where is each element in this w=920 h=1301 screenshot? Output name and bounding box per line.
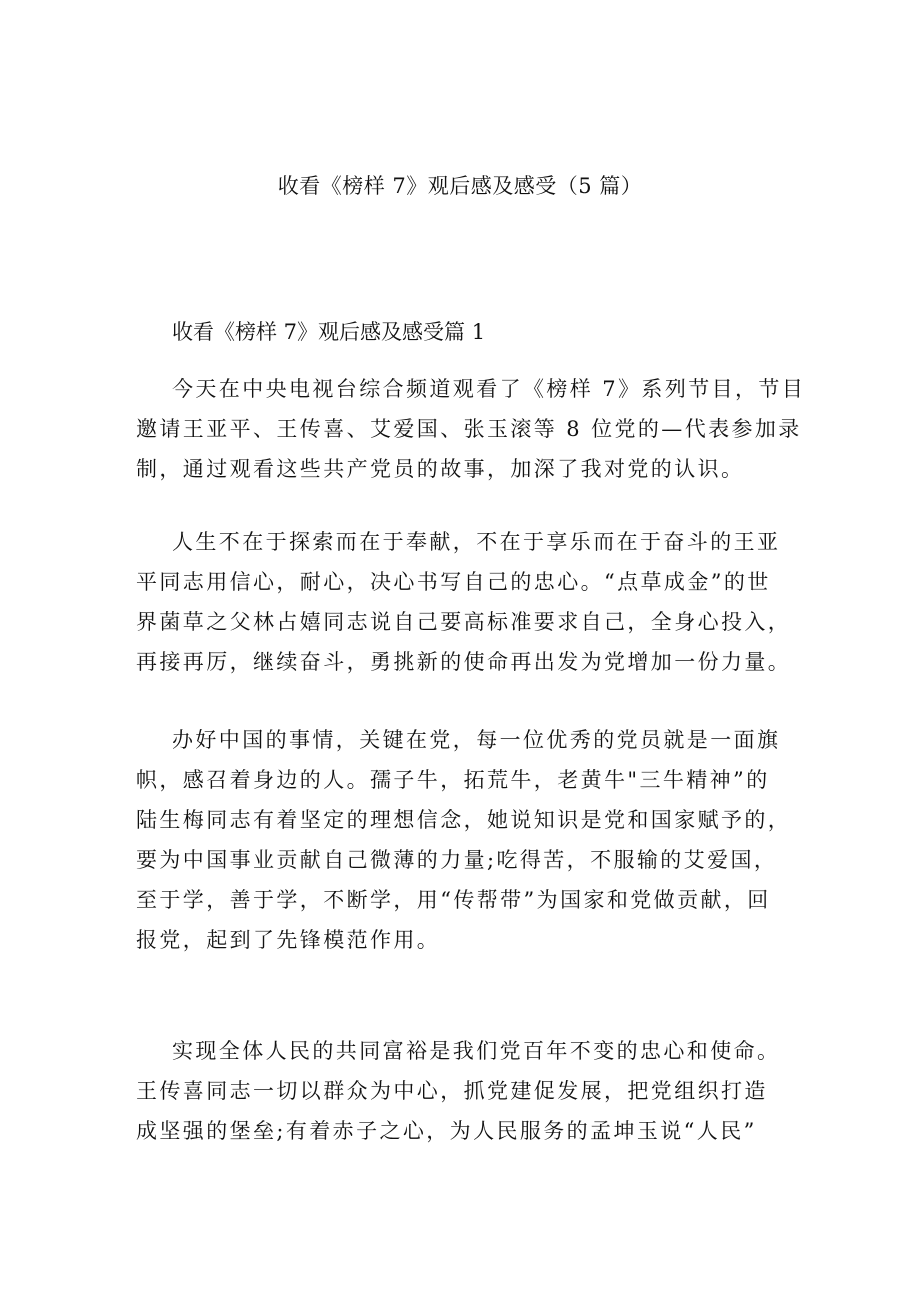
paragraph-2 xyxy=(136,526,796,686)
document-title: 收看《榜样 7》观后感及感受（5 篇） xyxy=(277,174,643,198)
paragraph-line: 要为中国事业贡献自己微薄的力量;吃得苦，不服输的艾爱国， xyxy=(136,848,778,872)
paragraph-line: 帜，感召着身边的人。孺子牛，拓荒牛，老黄牛"三牛精神”的 xyxy=(136,768,770,792)
section-heading: 收看《榜样 7》观后感及感受篇 1 xyxy=(172,320,486,344)
paragraph-line: 办好中国的事情，关键在党，每一位优秀的党员就是一面旗 xyxy=(172,728,781,752)
paragraph-line: 人生不在于探索而在于奉献，不在于享乐而在于奋斗的王亚 xyxy=(172,530,781,554)
paragraph-line: 至于学，善于学，不断学，用“传帮带”为国家和党做贡献，回 xyxy=(136,888,771,912)
paragraph-line: 成坚强的堡垒;有着赤子之心，为人民服务的孟坤玉说“人民” xyxy=(136,1119,757,1143)
paragraph-line: 再接再厉，继续奋斗，勇挑新的使命再出发为党增加一份力量。 xyxy=(136,650,792,674)
paragraph-line: 平同志用信心，耐心，决心书写自己的忠心。“点草成金”的世 xyxy=(136,570,771,594)
paragraph-1 xyxy=(136,373,806,493)
paragraph-line: 制，通过观看这些共产党员的故事，加深了我对党的认识。 xyxy=(136,457,745,481)
paragraph-line: 今天在中央电视台综合频道观看了《榜样 7》系列节目，节目 xyxy=(172,377,806,401)
paragraph-line: 实现全体人民的共同富裕是我们党百年不变的忠心和使命。 xyxy=(172,1039,781,1063)
paragraph-line: 界菌草之父林占嬉同志说自己要高标准要求自己，全身心投入， xyxy=(136,610,792,634)
paragraph-line: 王传喜同志一切以群众为中心，抓党建促发展，把党组织打造 xyxy=(136,1079,768,1103)
paragraph-4 xyxy=(136,1035,796,1155)
paragraph-line: 邀请王亚平、王传喜、艾爱国、张玉滚等 8 位党的—代表参加录 xyxy=(136,417,802,441)
paragraph-line: 陆生梅同志有着坚定的理想信念，她说知识是党和国家赋予的， xyxy=(136,808,792,832)
paragraph-3 xyxy=(136,724,796,964)
paragraph-line: 报党，起到了先锋模范作用。 xyxy=(136,928,441,952)
